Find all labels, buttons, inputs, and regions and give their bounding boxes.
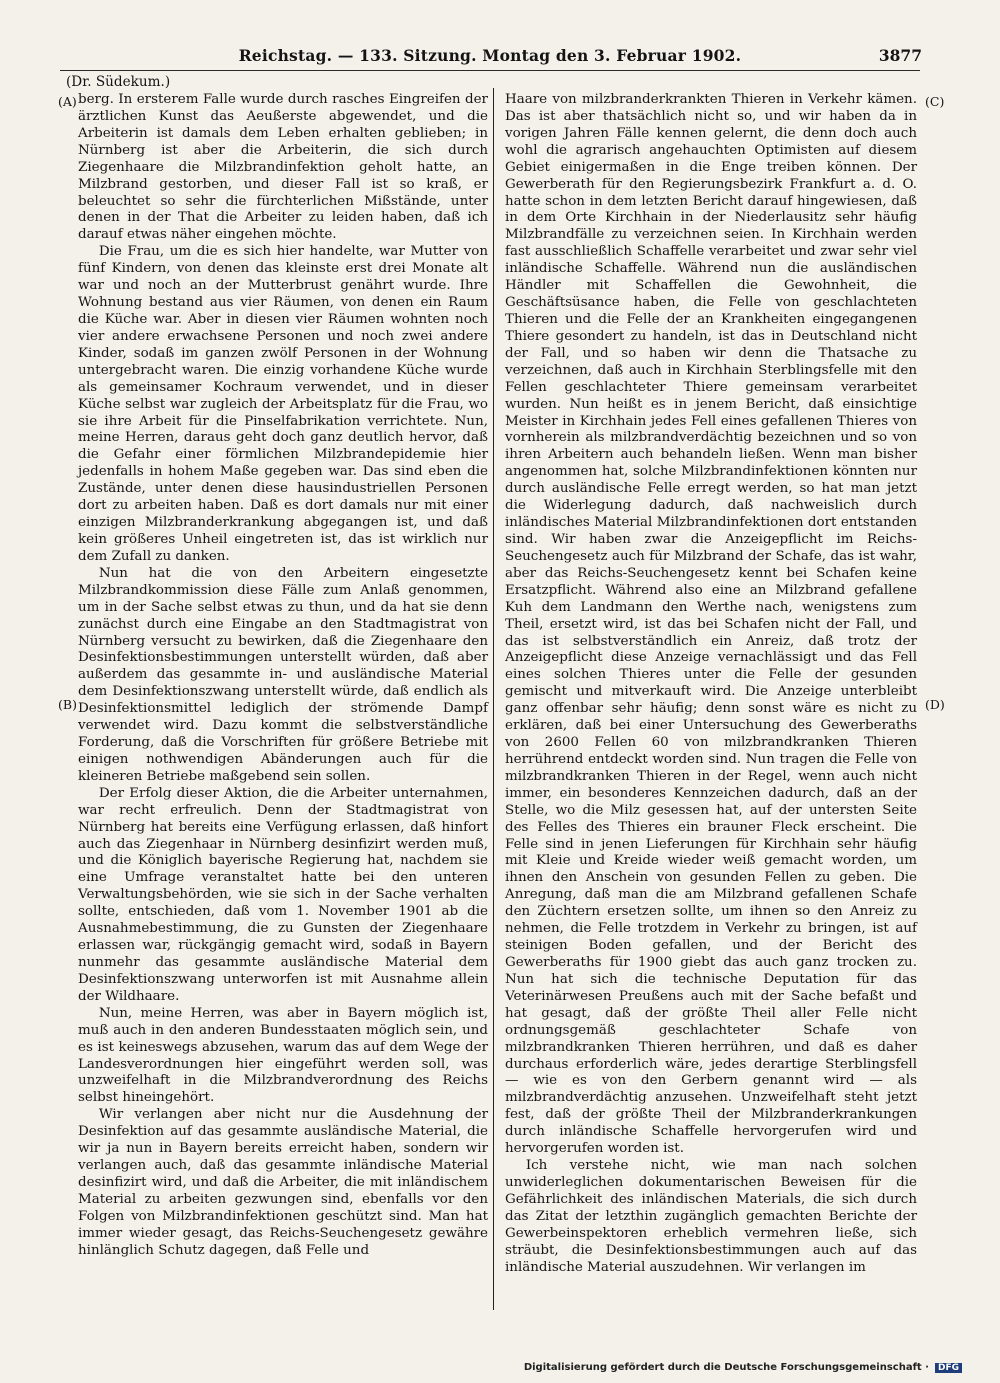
paragraph: Haare von milzbranderkrankten Thieren in Verkehr kämen. Das ist aber thatsächlich nicht so, und wir haben da in vorigen Jahren Fälle kennen gelernt, die denn doch auch wohl die agrarisch angehauchten Optimisten auf diesem Gebiet einigermaßen in die Enge treiben können. Der Gewerberath für den Regierungsbezirk Frankfurt a. d. O. hatte schon in dem letzten Bericht darauf hingewiesen, daß in dem Orte Kirchhain in der Niederlausitz sehr häufig Milzbrandfälle zu verzeichnen seien. In Kirchhain werden fast ausschließlich Schaffelle verarbeitet und zwar sehr viel inländische Schaffelle. Während nun die ausländischen Händler mit Schaffellen die Gewohnheit, die Geschäftsüsance haben, die Felle von geschlachteten Thieren und die Felle der an Krankheiten eingegangenen Thiere gesondert zu handeln, ist das in Deutschland nicht der Fall, und so haben wir denn die Thatsache zu verzeichnen, daß auch in Kirchhain Sterblingsfelle mit den Fellen geschlachteter Thiere gemeinsam verarbeitet wurden. Nun heißt es in jenem Bericht, daß einsichtige Meister in Kirchhain jedes Fell eines gefallenen Thieres von vornherein als milzbrandverdächtig bezeichnen und so von ihren Arbeitern auch behandeln ließen. Wenn man bisher angenommen hat, solche Milzbrandinfektionen könnten nur durch ausländische Felle erregt werden, so hat man jetzt die Widerlegung dadurch, daß nachweislich durch inländisches Material Milzbrandinfektionen dort entstanden sind. Wir haben zwar die Anzeigepflicht im Reichs-Seuchengesetz auch für Milzbrand der Schafe, das ist wahr, aber das Reichs-Seuchengesetz kennt bei Schafen keine Ersatzpflicht. Während also eine an Milzbrand gefallene Kuh dem Landmann den Werthe nach, wenigstens zum Theil, ersetzt wird, ist das bei Schafen nicht der Fall, und das ist selbstverständlich ein Anreiz, daß trotz der Anzeigepflicht diese Anzeige vernachlässigt und das Fell eines solchen Thieres unter die Felle der gesunden gemischt und mitverkauft wird. Die Anzeige unterbleibt ganz offenbar sehr häufig; denn sonst wäre es nicht zu erklären, daß bei einer Untersuchung des Gewerberaths von 2600 Fellen 60 von milzbrandkranken Thieren herrührend entdeckt worden sind. Nun tragen die Felle von milzbrandkranken Thieren in der Regel, wenn auch nicht immer, ein besonderes Kennzeichen dadurch, daß an der Stelle, wo die Milz gesessen hat, auf der untersten Seite des Felles des Thieres ein brauner Fleck erscheint. Die Felle sind in jenen Lieferungen für Kirchhain sehr häufig mit Kleie und Kreide wieder weiß gemacht worden, um ihnen den Anschein von gesunden Fellen zu geben. Die Anregung, daß man die am Milzbrand gefallenen Schafe den Züchtern ersetzen sollte, um ihnen so den Anreiz zu nehmen, die Felle trotzdem in Verkehr zu bringen, ist auf steinigen Boden gefallen, und der Bericht des Gewerberaths für 1900 giebt das auch ganz trocken zu. Nun hat sich die technische Deputation für das Veterinärwesen Preußens auch mit der Sache befaßt und hat gesagt, daß der größte Theil aller Felle nicht ordnungsgemäß geschlachteter Schafe von milzbrandkranken Thieren herrühren, und daß es daher durchaus erforderlich wäre, jedes derartige Sterblingsfell — wie es von den Gerbern genannt wird — als milzbrandverdächtig anzusehen. Unzweifelhaft steht jetzt fest, daß der größte Theil der Milzbranderkrankungen durch inländische Schaffelle hervorgerufen wird und hervorgerufen worden ist.: [505, 92, 917, 1157]
paragraph: Nun, meine Herren, was aber in Bayern möglich ist, muß auch in den anderen Bundesstaaten möglich sein, und es ist keineswegs abzusehen, warum das auf dem Wege der Landesverordnungen hier eingeführt werden soll, was unzweifelhaft in die Milzbrandverordnung des Reichs selbst hineingehört.: [78, 1005, 488, 1106]
speaker-label: (Dr. Südekum.): [66, 74, 171, 90]
right-column: [505, 92, 917, 1277]
paragraph: Nun hat die von den Arbeitern eingesetzte Milzbrandkommission diese Fälle zum Anlaß genommen, um in der Sache selbst etwas zu thun, und da hat sie denn zunächst durch eine Eingabe an den Stadtmagistrat von Nürnberg versucht zu bewirken, daß die Ziegenhaare den Desinfektionsbestimmungen unterstellt würden, daß aber außerdem das gesammte in- und ausländische Material dem Desinfektionszwang unterstellt würde, daß endlich als Desinfektionsmittel lediglich der strömende Dampf verwendet wird. Dazu kommt die selbstverständliche Forderung, daß die Vorschriften für größere Betriebe mit einigen nothwendigen Abänderungen auch für die kleineren Betriebe maßgebend sein sollen.: [78, 565, 488, 784]
paragraph: berg. In ersterem Falle wurde durch rasches Eingreifen der ärztlichen Kunst das Aeußerste abgewendet, und die Arbeiterin ist damals dem Leben erhalten geblieben; in Nürnberg ist aber die Arbeiterin, die sich durch Ziegenhaare die Milzbrandinfektion geholt hatte, an Milzbrand gestorben, und dieser Fall ist so kraß, er beleuchtet so sehr die fürchterlichen Mißstände, unter denen in der That die Arbeiter zu leiden haben, daß ich darauf etwas näher eingehen möchte.: [78, 92, 488, 243]
running-title: Reichstag. — 133. Sitzung. Montag den 3. Februar 1902.: [238, 46, 742, 65]
margin-marker-d: (D): [925, 697, 945, 712]
left-column: [78, 92, 488, 1260]
dfg-logo: DFG: [935, 1363, 962, 1373]
margin-marker-a: (A): [58, 94, 77, 109]
margin-marker-c: (C): [925, 94, 945, 109]
digitization-footer: [524, 1362, 962, 1373]
paragraph: Wir verlangen aber nicht nur die Ausdehnung der Desinfektion auf das gesammte ausländische Material, die wir ja nun in Bayern bereits erreicht haben, sondern wir verlangen auch, daß das gesammte inländische Material desinfizirt wird, und daß die Arbeiter, die mit inländischem Material zu arbeiten gezwungen sind, ebenfalls vor den Folgen von Milzbrandinfektionen geschützt sind. Man hat immer wieder gesagt, das Reichs-Seuchengesetz gewähre hinlänglich Schutz dagegen, daß Felle und: [78, 1107, 488, 1258]
paragraph: Ich verstehe nicht, wie man nach solchen unwiderleglichen dokumentarischen Beweisen für die Gefährlichkeit des inländischen Materials, die sich durch das Zitat der letzthin zugänglich gemachten Berichte der Gewerbeinspektoren erheblich vermehren ließe, sich sträubt, die Desinfektionsbestimmungen auch auf das inländische Material auszudehnen. Wir verlangen im: [505, 1158, 917, 1275]
paragraph: Die Frau, um die es sich hier handelte, war Mutter von fünf Kindern, von denen das kleinste erst drei Monate alt war und noch an der Mutterbrust genährt wurde. Ihre Wohnung bestand aus vier Räumen, von denen ein Raum die Küche war. Aber in diesen vier Räumen wohnten noch vier andere erwachsene Personen und noch zwei andere Kinder, sodaß im ganzen zwölf Personen in der Wohnung untergebracht waren. Die einzig vorhandene Küche wurde als gemeinsamer Kochraum verwendet, und in dieser Küche selbst war zugleich der Arbeitsplatz für die Frau, wo sie ihre Arbeit für die Pinselfabrikation verrichtete. Nun, meine Herren, daraus geht doch ganz deutlich hervor, daß die Gefahr einer förmlichen Milzbrandepidemie hier jedenfalls in hohem Maße gegeben war. Das sind eben die Zustände, unter denen diese hausindustriellen Personen dort zu arbeiten haben. Daß es dort damals nur mit einer einzigen Milzbranderkrankung abgegangen ist, und daß kein größeres Unheil eingetreten ist, das ist wirklich nur dem Zufall zu danken.: [78, 244, 488, 564]
footer-text: Digitalisierung gefördert durch die Deutsche Forschungsgemeinschaft ·: [523, 1362, 929, 1373]
column-divider: [493, 88, 494, 1310]
page-number: 3877: [878, 46, 922, 65]
margin-marker-b: (B): [58, 697, 77, 712]
header-rule: [60, 70, 920, 71]
paragraph: Der Erfolg dieser Aktion, die die Arbeiter unternahmen, war recht erfreulich. Denn der Stadtmagistrat von Nürnberg hat bereits eine Verfügung erlassen, daß hinfort auch das Ziegenhaar in Nürnberg desinfizirt werden muß, und die Königlich bayerische Regierung hat, nachdem sie eine Umfrage veranstaltet hatte bei den unteren Verwaltungsbehörden, wie sie sich in der Sache verhalten sollte, entschieden, daß vom 1. November 1901 ab die Ausnahmebestimmung, die zu Gunsten der Ziegenhaare erlassen war, rückgängig gemacht wird, sodaß in Bayern nunmehr das gesammte ausländische Material dem Desinfektionszwang unterworfen ist mit Ausnahme allein der Wildhaare.: [78, 785, 488, 1004]
